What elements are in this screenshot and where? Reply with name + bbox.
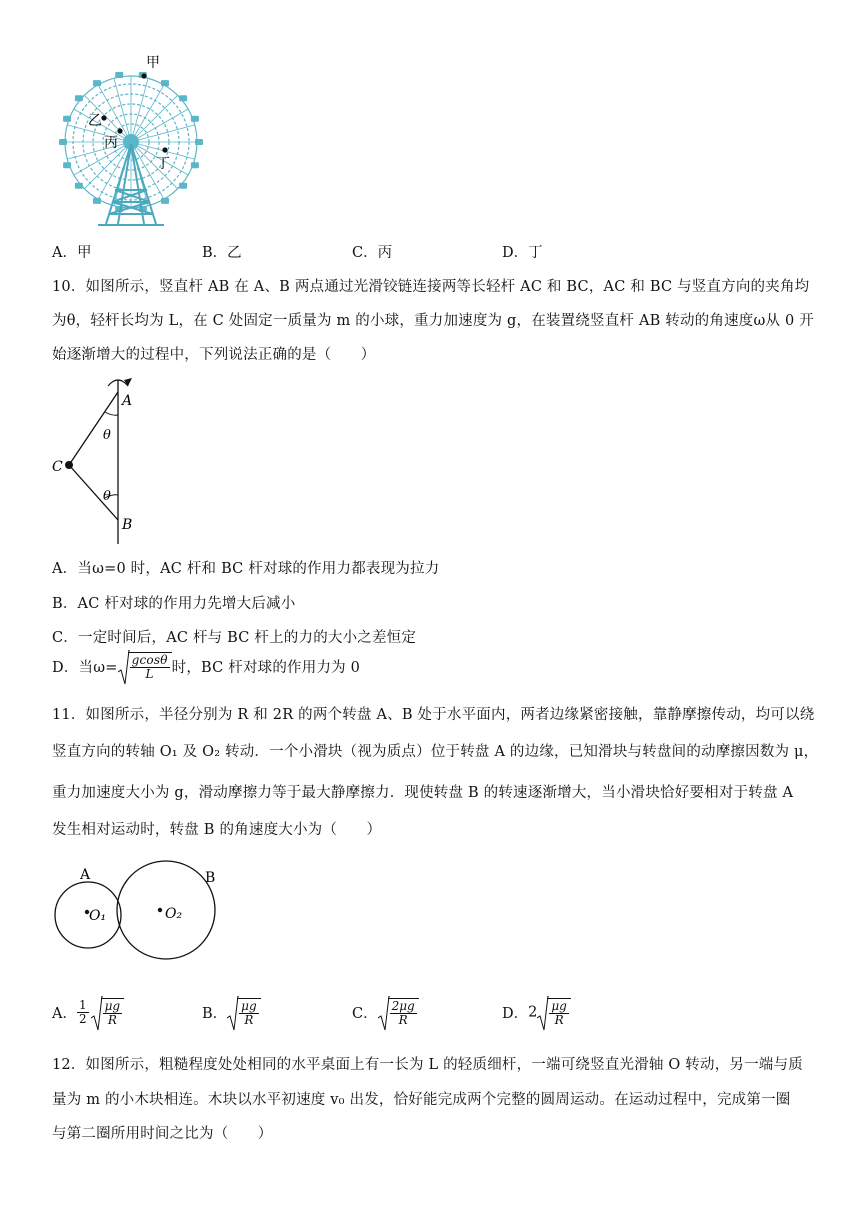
q12-stem-line-2: 量为 m 的小木块相连。木块以水平初速度 v₀ 出发，恰好能完成两个完整的圆周运动。在运动过程中，完成第一圈 [52,1092,791,1108]
q11-stem-line-1: 11．如图所示，半径分别为 R 和 2R 的两个转盘 A、B 处于水平面内，两者边缘紧密接触，靠静摩擦传动，均可以绕 [52,707,815,723]
point-jia [141,73,146,78]
label-a: A [122,393,133,409]
label-bing: 丙 [104,135,118,151]
q11-stem-line-3: 重力加速度大小为 g，滑动摩擦力等于最大静摩擦力．现使转盘 B 的转速逐渐增大，当小滑块恰好要相对于转盘 A [52,785,794,801]
label-disc-b: B [205,870,216,886]
wheel-cabin [179,95,187,101]
option-letter: B． [202,1006,228,1022]
q9-option-d[interactable] [502,241,543,262]
wheel-cabin [161,198,169,204]
frac-denominator: L [145,667,154,681]
q10-option-d[interactable] [52,652,360,692]
point-bing [117,128,122,133]
sqrt-expression [378,998,419,1027]
q9-option-a[interactable] [52,241,91,262]
q10-option-b[interactable]: B．AC 杆对球的作用力先增大后减小 [52,596,296,612]
wheel-cabin [161,80,169,86]
wheel-cabin [191,162,199,168]
label-b: B [122,517,133,533]
label-c: C [52,459,63,475]
disc-figure [50,860,230,960]
q12-stem-line-3: 与第二圈所用时间之比为（ ） [52,1126,273,1142]
coefficient-fraction [77,999,89,1026]
option-text: 乙 [227,245,242,261]
label-yi: 乙 [88,113,102,129]
point-yi [101,115,106,120]
frac-numerator: 2μg [391,999,415,1013]
wheel-cabin [115,72,123,78]
wheel-cabin [191,116,199,122]
wheel-cabin [195,139,203,145]
q11-option-a[interactable] [52,998,124,1027]
label-jia: 甲 [146,55,160,71]
sqrt-expression [227,998,260,1027]
frac-numerator: μg [241,999,257,1013]
frac-denominator: R [244,1013,254,1027]
wheel-cabin [93,80,101,86]
option-letter: C． [352,1006,378,1022]
frac-denominator: R [398,1013,408,1027]
q11-option-b[interactable] [202,998,261,1027]
wheel-spoke [131,125,195,142]
q11-stem-line-4: 发生相对运动时，转盘 B 的角速度大小为（ ） [52,822,382,838]
coefficient: 2 [528,1004,538,1021]
wheel-cabin [63,162,71,168]
q11-option-c[interactable] [352,998,419,1027]
option-d-suffix: 时，BC 杆对球的作用力为 0 [171,660,361,676]
frac-denominator: R [554,1013,564,1027]
q10-option-c[interactable]: C．一定时间后，AC 杆与 BC 杆上的力的大小之差恒定 [52,630,417,646]
option-d-prefix: D．当ω= [52,660,118,676]
option-letter: A． [52,1006,77,1022]
frac-denominator: R [107,1013,117,1027]
wheel-spoke [67,142,131,159]
rod-figure [50,372,150,548]
sqrt-expression [537,998,570,1027]
option-letter: B． [202,245,228,261]
wheel-cabin [179,183,187,189]
frac-numerator: μg [104,999,121,1013]
q10-stem-line-2: 为θ，轻杆长均为 L，在 C 处固定一质量为 m 的小球，重力加速度为 g，在装置绕竖直杆 AB 转动的角速度ω从 0 开 [52,313,814,329]
option-letter: D． [502,245,529,261]
option-text: 甲 [76,245,92,261]
option-letter: A． [52,245,77,261]
point-ding [162,147,167,152]
q9-option-b[interactable] [202,241,242,262]
frac-numerator: μg [551,999,567,1013]
frac-numerator: gcosθ [131,653,168,667]
label-o2: O₂ [165,906,183,922]
coef-numerator: 1 [78,998,87,1012]
label-theta-bottom: θ [103,489,111,504]
option-letter: D． [502,1006,529,1022]
sqrt-expression [118,652,172,681]
wheel-cabin [75,95,83,101]
option-letter: C． [352,245,378,261]
q10-stem-line-1: 10．如图所示，竖直杆 AB 在 A、B 两点通过光滑铰链连接两等长轻杆 AC 和 BC，AC 和 BC 与竖直方向的夹角均 [52,279,810,295]
ferris-wheel-figure [52,52,212,232]
option-text: 丁 [528,245,543,261]
wheel-spoke [131,78,148,142]
wheel-cabin [59,139,67,145]
label-disc-a: A [80,867,91,883]
q10-option-a[interactable]: A．当ω=0 时，AC 杆和 BC 杆对球的作用力都表现为拉力 [52,561,440,577]
q12-stem-line-1: 12．如图所示，粗糙程度处处相同的水平桌面上有一长为 L 的轻质细杆，一端可绕竖直光滑轴 O 转动，另一端与质 [52,1057,803,1073]
sqrt-expression [91,998,124,1027]
q11-option-d[interactable] [502,998,571,1027]
wheel-cabin [75,183,83,189]
label-ding: 丁 [156,156,170,172]
wheel-cabin [93,198,101,204]
q10-stem-line-3: 始逐渐增大的过程中，下列说法正确的是（ ） [52,347,376,363]
wheel-cabin [63,116,71,122]
wheel-spoke [114,78,131,142]
coef-denominator: 2 [78,1012,87,1026]
q11-stem-line-2: 竖直方向的转轴 O₁ 及 O₂ 转动．一个小滑块（视为质点）位于转盘 A 的边缘，已知滑块与转盘间的动摩擦因数为 μ， [52,744,819,760]
label-o1: O₁ [89,908,107,924]
q9-option-c[interactable] [352,241,392,262]
label-theta-top: θ [103,428,111,443]
option-text: 丙 [377,245,393,261]
